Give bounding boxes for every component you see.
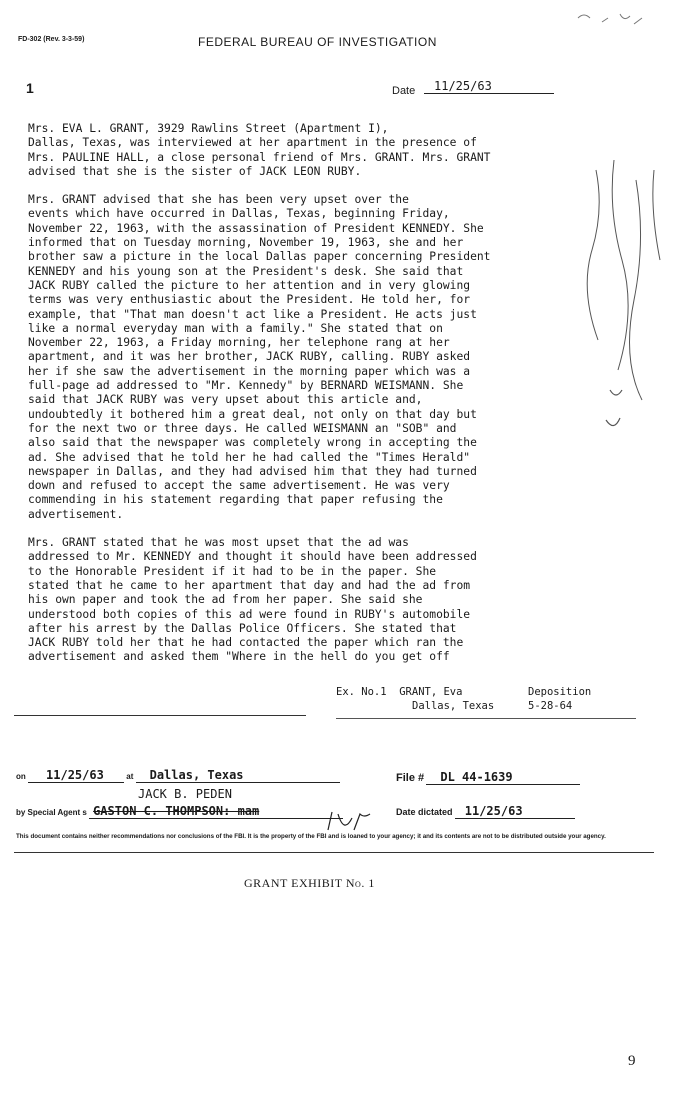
paragraph-2: Mrs. GRANT advised that she has been very upset over the events which have occurred in Dallas, Texas, beginning Friday, November 22, 1963, with the assassination of President KENNEDY. She informed that on Tuesday morning, November 19, 1963, she and her brother saw a picture in the local Dallas paper concerning President KENNEDY and his young son at the President's desk. She said that JACK RUBY called the picture to her attention and in very glowing terms was very enthusiastic about the President. He told her, for example, that "That man doesn't act like a President. He acts just like a normal everyday man with a family." She stated that on November 22, 1963, a Friday morning, her telephone rang at her apartment, and it was her brother, JACK RUBY, calling. RUBY asked her if she saw the advertisement in the morning paper which was a full-page ad addressed to "Mr. Kennedy" by BERNARD WEISMANN. She said that JACK RUBY was very upset about this article and, undoubtedly it bothered him a great deal, not only on that day but for the next two or three days. He called WEISMANN an "SOB" and also said that the newspaper was completely wrong in accepting the ad. She advised that he told her he had called the "Times Herald" newspaper in Dallas, and they had advised him that they had turned down and refused to accept the same advertisement. He was very commending in his statement regarding that paper refusing the advertisement.: [28, 193, 491, 521]
stamp-name: GRANT, Eva: [399, 686, 463, 698]
agent-name-2: GASTON C. THOMPSON: mam: [89, 804, 343, 819]
stamp-exhibit: Ex. No.1: [336, 686, 387, 698]
date-label: Date: [392, 85, 416, 97]
paragraph-3: Mrs. GRANT stated that he was most upset that the ad was addressed to Mr. KENNEDY and thought it should have been addressed to the Honorable President if it had to be in the paper. She stated that he came to her apartment that day and had the ad from his own paper and took the ad from her paper. She said she understood both copies of this ad were found in RUBY's automobile after his arrest by the Dallas Police Officers. She stated that JACK RUBY told her that he had contacted the paper which ran the advertisement and asked them "Where in the hell do you get off: [28, 536, 477, 664]
stamp-deposition-date: 5-28-64: [528, 700, 573, 712]
at-label: at: [126, 772, 134, 781]
file-label: File #: [396, 772, 425, 784]
paragraph-1: Mrs. EVA L. GRANT, 3929 Rawlins Street (Apartment I), Dallas, Texas, was interviewed at her apartment in the presence of Mrs. PAULINE HALL, a close personal friend of Mrs. GRANT. Mrs. GRANT advised that she is the sister of JACK LEON RUBY.: [28, 122, 491, 178]
on-label: on: [16, 772, 26, 781]
form-number: FD-302 (Rev. 3-3-59): [18, 36, 85, 43]
exhibit-caption: GRANT EXHIBIT No. 1: [244, 876, 375, 890]
divider-rule: [14, 715, 306, 716]
exhibit-stamp: [336, 685, 494, 713]
report-body: [28, 122, 586, 679]
corner-handwritten-marks: [568, 8, 648, 32]
margin-handwriting: [566, 150, 676, 470]
stamp-rule: [336, 718, 636, 719]
on-date: 11/25/63: [28, 768, 124, 783]
bottom-rule: [14, 852, 654, 853]
fbi-disclaimer: This document contains neither recommendations nor conclusions of the FBI. It is the property of the FBI and is loaned to your agency; it and its contents are not to be distributed outside your agency.: [16, 833, 606, 840]
date-value: 11/25/63: [424, 79, 554, 94]
footer-agent-row: [16, 804, 343, 819]
at-place: Dallas, Texas: [136, 768, 340, 783]
dictated-label: Date dictated: [396, 807, 453, 817]
file-number: DL 44-1639: [426, 770, 580, 785]
dictated-date: 11/25/63: [455, 804, 575, 819]
footer-dictated-row: [396, 804, 575, 819]
page-number: 1: [26, 80, 34, 96]
agent-label: by Special Agent s: [16, 808, 87, 817]
stamp-deposition-label: Deposition: [528, 686, 592, 698]
footer-file-row: [396, 770, 580, 785]
footer-on-row: [16, 768, 340, 783]
agency-title: FEDERAL BUREAU OF INVESTIGATION: [198, 35, 437, 49]
deposition-stamp: [528, 685, 591, 713]
stamp-place: Dallas, Texas: [412, 700, 495, 712]
corner-page-number: 9: [628, 1053, 636, 1069]
agent-name-1: JACK B. PEDEN: [138, 787, 232, 801]
